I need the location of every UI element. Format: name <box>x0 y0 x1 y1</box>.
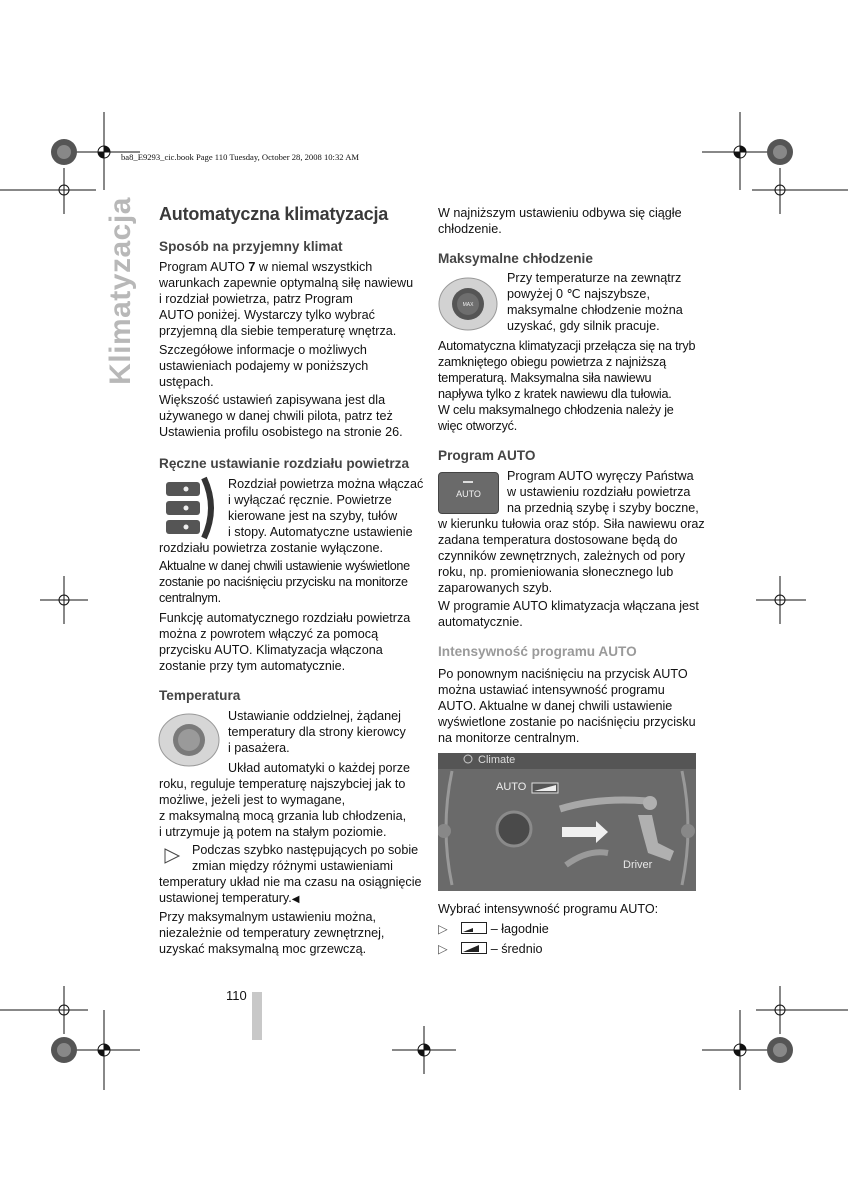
intensity-medium-icon <box>461 942 487 954</box>
bullet-triangle-icon: ▷ <box>438 922 448 936</box>
bullet-triangle-icon: ▷ <box>438 942 448 956</box>
heading-program-auto: Program AUTO <box>438 448 536 463</box>
end-note-icon: ◀ <box>291 894 300 905</box>
note-s3-a: Podczas szybko następujących po sobie zmian między różnymi ustawieniami <box>192 843 419 873</box>
para-s1-2: Szczegółowe informacje o możliwych ustawieniach podajemy w poniższych ustępach. <box>159 343 369 389</box>
page-title: Automatyczna klimatyzacja <box>159 204 389 224</box>
para-r1-2: Automatyczna klimatyzacji przełącza się na tryb zamkniętego obiegu powietrza z najniższą temperaturą. Maksymalna siła nawiewu napływa tylko z kratek nawiewu dla tułowia. W celu maksymalnego chłodzenia należy je więc otworzyć. <box>438 339 696 433</box>
heading-max-cooling: Maksymalne chłodzenie <box>438 251 593 266</box>
para-s1-3: Większość ustawień zapisywana jest dla używanego w danej chwili pilota, patrz też Ustawienia profilu osobistego na stronie 26. <box>159 393 403 439</box>
climate-screen-image <box>438 753 696 891</box>
heading-temperature: Temperatura <box>159 688 241 703</box>
para-r2-1b: w kierunku tułowia oraz stóp. Siła nawiewu oraz zadana temperatura dostosowane będą do czynników zewnętrznych, zależnych od pory roku, np. promieniowania słonecznego lub zaparowanych szyb. <box>438 517 705 595</box>
heading-pleasant-climate: Sposób na przyjemny klimat <box>159 239 343 254</box>
para-s3-3: Przy maksymalnym ustawieniu można, niezależnie od temperatury zewnętrznej, uzyskać maksymalną moc grzewczą. <box>159 910 385 956</box>
bullet-gentle: ▷ – łagodnie <box>438 922 549 936</box>
screen-auto: AUTO <box>496 781 527 793</box>
auto-label: AUTO <box>456 489 481 499</box>
para-r2-1a: Program AUTO wyręczy Państwa w ustawieniu rozdziału powietrza na przednią szybę i szyby boczne, <box>507 469 699 515</box>
para-s2-2: Aktualne w danej chwili ustawienie wyświetlone zostanie po naciśnięciu przycisku na monitorze centralnym. <box>159 559 410 605</box>
note-s3-b: temperatury układ nie ma czasu na osiągnięcie ustawionej temperatury.◀ <box>159 875 422 905</box>
para-s3-1: Ustawianie oddzielnej, żądanej temperatury dla strony kierowcy i pasażera. <box>228 709 406 755</box>
para-s3-2a: Układ automatyki o każdej porze <box>228 761 411 775</box>
para-r2-2: W programie AUTO klimatyzacja włączana jest automatycznie. <box>438 599 699 629</box>
max-label: MAX <box>462 302 474 308</box>
para-r1-1: Przy temperaturze na zewnątrz powyżej 0 ℃ najszybsze, maksymalne chłodzenie można uzyskać, gdy silnik pracuje. <box>507 271 683 333</box>
para-r0: W najniższym ustawieniu odbywa się ciągłe chłodzenie. <box>438 206 682 236</box>
max-cooling-knob-image <box>438 276 498 332</box>
page-number-bar <box>252 992 262 1040</box>
para-s2-1a: Rozdział powietrza można włączać i wyłączać ręcznie. Powietrze kierowane jest na szyby, tułów i stopy. Automatyczne ustawienie <box>228 477 424 539</box>
screen-title: Climate <box>478 754 516 766</box>
chapter-side-tab: Klimatyzacja <box>104 197 137 385</box>
para-s2-1b: rozdziału powietrza zostanie wyłączone. <box>159 541 384 555</box>
intensity-low-icon <box>461 922 487 934</box>
para-s1-1: Program AUTO 7 w niemal wszystkich warunkach zapewnie optymalną siłę nawiewu i rozdział powietrza, patrz Program AUTO poniżej. Wystarczy tylko wybrać przyjemną dla siebie temperaturę wnętrza. <box>159 260 414 338</box>
para-r3-1: Po ponownym naciśnięciu na przycisk AUTO można ustawiać intensywność programu AUTO. Aktualne w danej chwili ustawienie wyświetlone zostanie po naciśnięciu przycisku na monitorze centralnym. <box>438 667 696 745</box>
para-s2-3: Funkcję automatycznego rozdziału powietrza można z powrotem włączyć za pomocą przycisku AUTO. Klimatyzacja włączona zostanie przy tym automatycznie. <box>159 611 411 673</box>
temperature-knob-image <box>158 713 220 767</box>
air-distribution-buttons-image <box>160 476 220 540</box>
page-number: 110 <box>226 988 247 1003</box>
auto-button-image <box>438 472 499 514</box>
bullet-medium: ▷ – średnio <box>438 942 543 956</box>
screen-driver: Driver <box>623 859 653 871</box>
heading-manual-distribution: Ręczne ustawianie rozdziału powietrza <box>159 456 410 471</box>
para-s3-2b: roku, reguluje temperaturę najszybciej jak to możliwe, jeżeli jest to wymagane, z maksymalną mocą grzania lub chłodzenia, i utrzymuje ją potem na stałym poziomie. <box>159 777 407 839</box>
heading-auto-intensity: Intensywność programu AUTO <box>438 644 637 659</box>
note-triangle-icon <box>162 846 182 866</box>
para-r3-2: Wybrać intensywność programu AUTO: <box>438 902 659 916</box>
print-header: ba8_E9293_cic.book Page 110 Tuesday, October 28, 2008 10:32 AM <box>121 152 360 162</box>
